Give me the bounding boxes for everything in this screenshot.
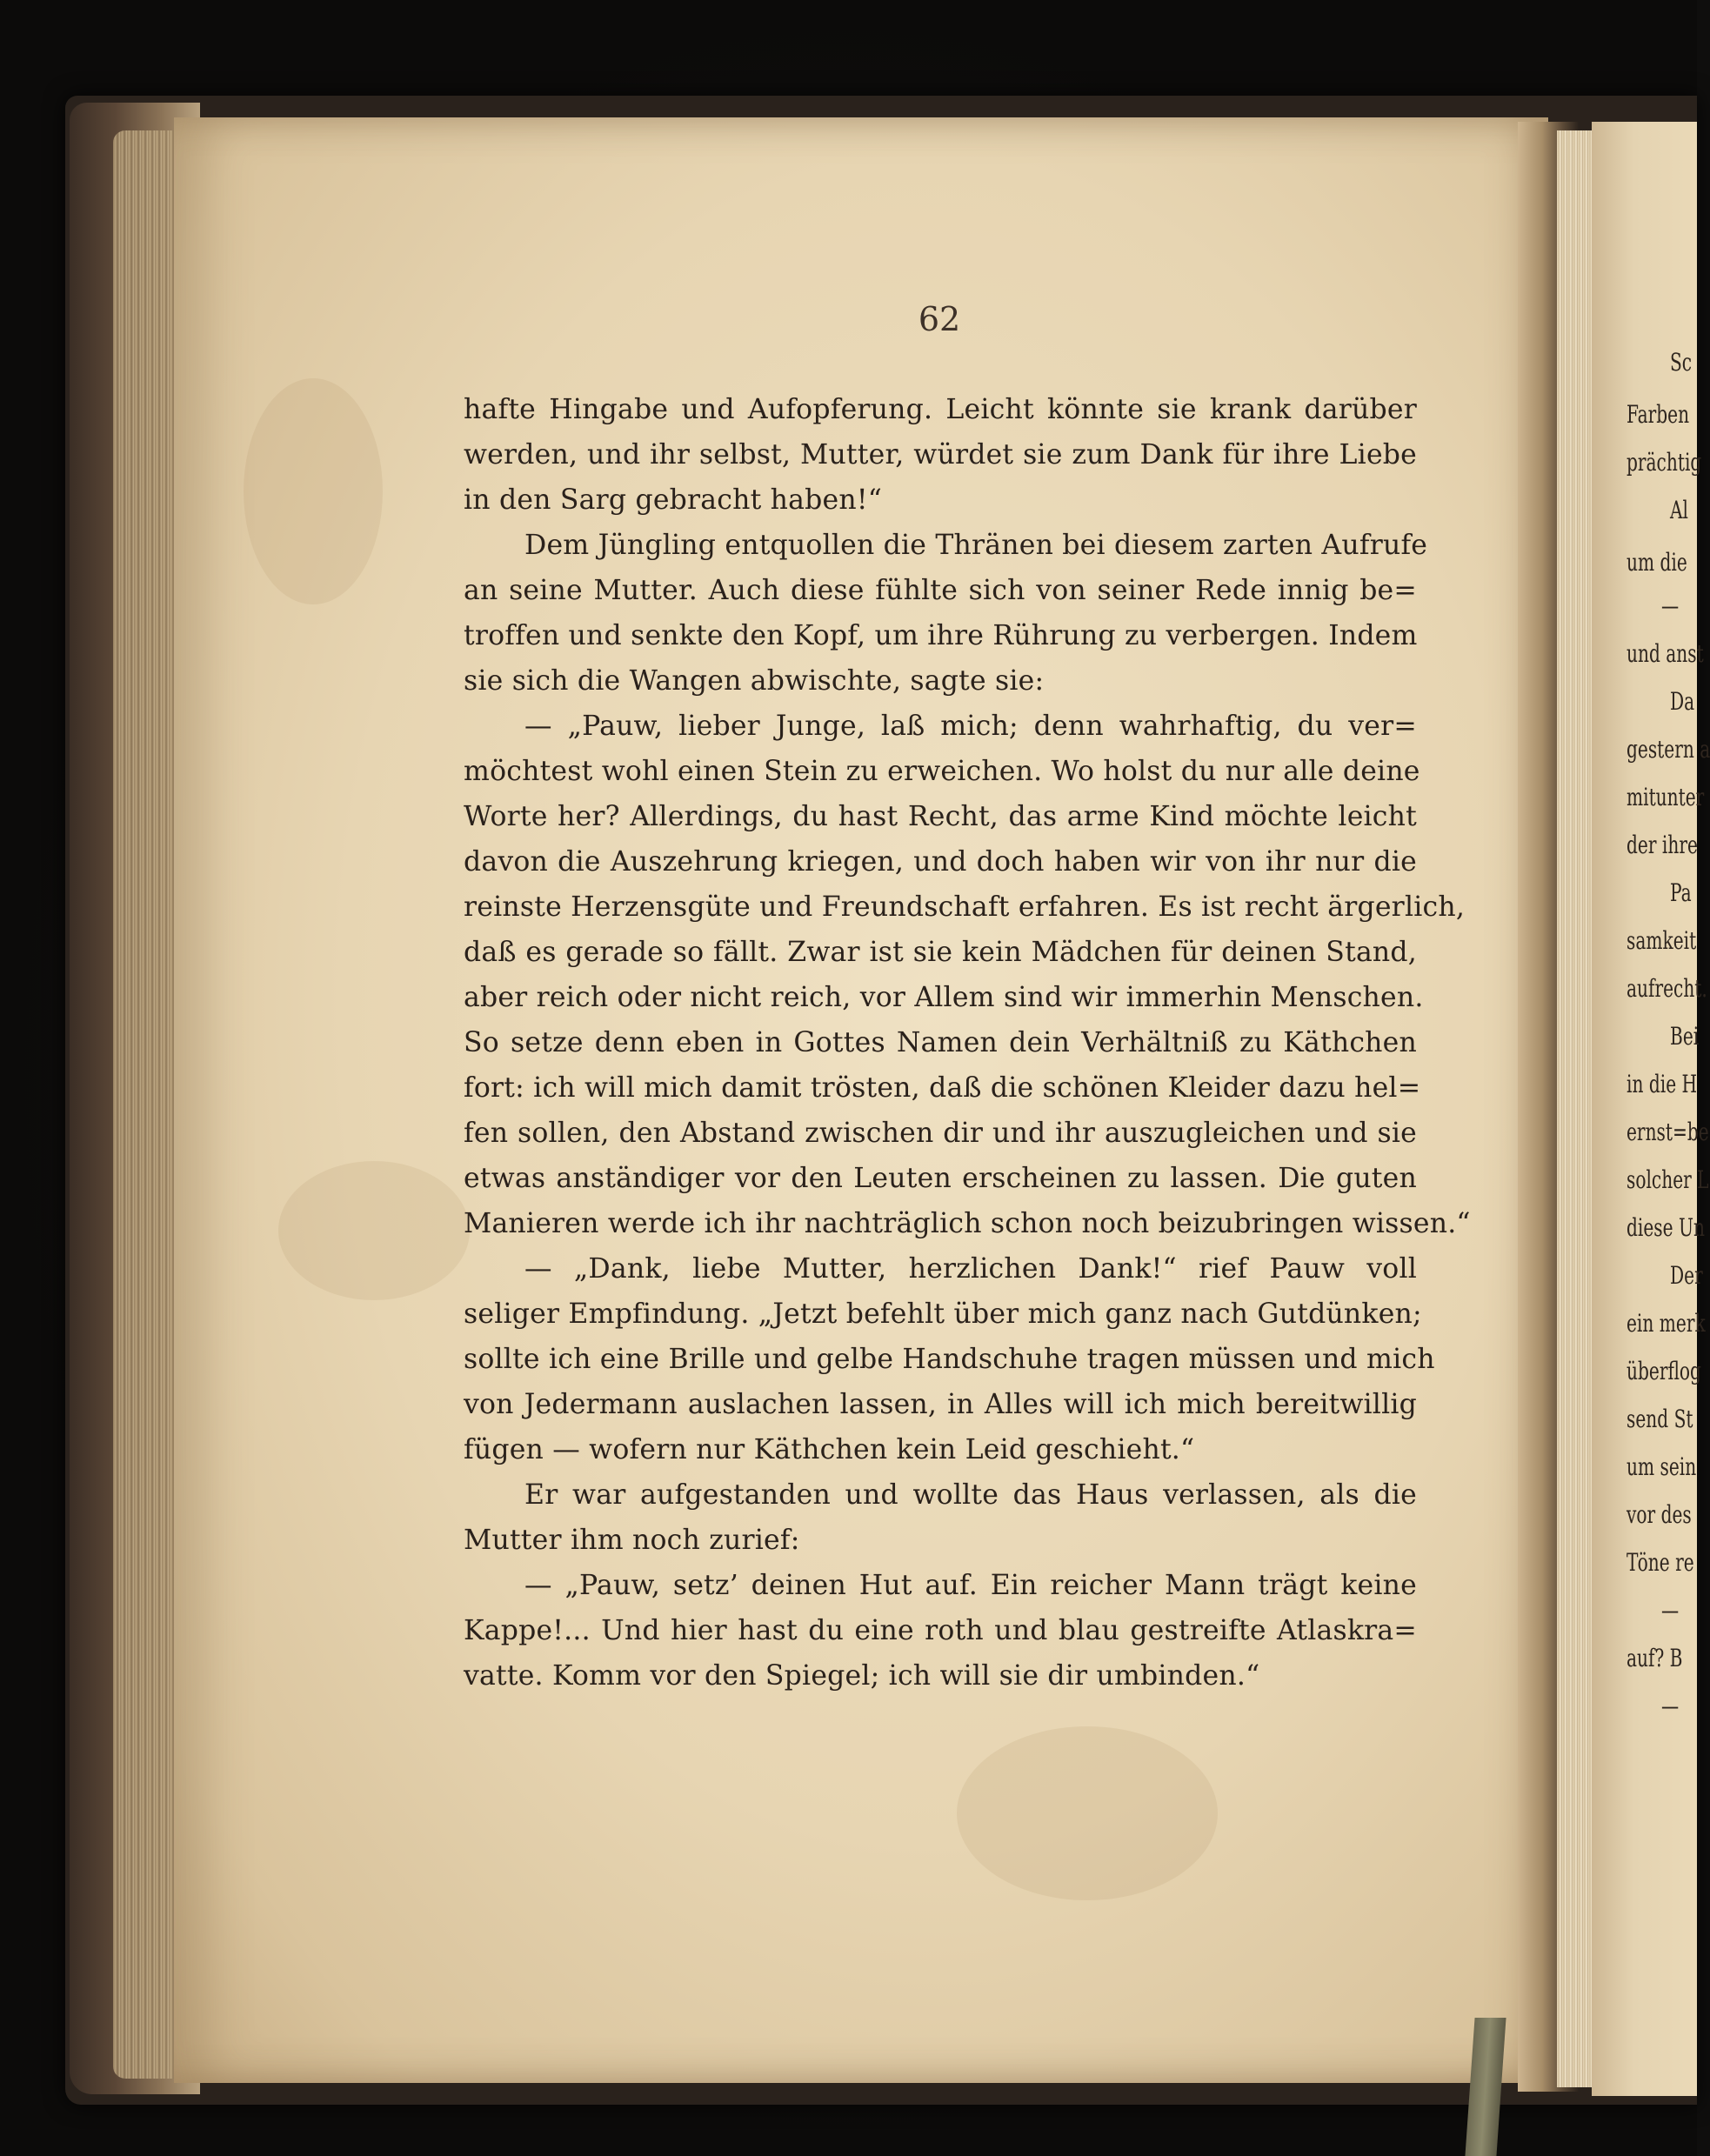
text-line: daß es gerade so fällt. Zwar ist sie kein Mädchen für deinen Stand,	[464, 937, 1417, 968]
right-page-fragment: —	[1661, 1692, 1680, 1720]
right-page-fragment: diese Un	[1627, 1213, 1705, 1242]
right-page-fragment: um die	[1627, 548, 1687, 577]
text-line: seliger Empfindung. „Jetzt befehlt über mich ganz nach Gutdünken;	[464, 1298, 1422, 1330]
text-line: troffen und senkte den Kopf, um ihre Rührung zu verbergen. Indem	[464, 620, 1418, 651]
text-line: aber reich oder nicht reich, vor Allem sind wir immerhin Menschen.	[464, 982, 1424, 1013]
paper-stain	[278, 1161, 470, 1300]
right-page-fragment: ein merk	[1627, 1309, 1706, 1338]
text-line: Worte her? Allerdings, du hast Recht, das arme Kind möchte leicht	[464, 801, 1417, 832]
text-line: von Jedermann auslachen lassen, in Alles will ich mich bereitwillig	[464, 1389, 1417, 1420]
right-page-fragment: prächtig	[1627, 448, 1702, 477]
text-line: Kappe!... Und hier hast du eine roth und blau gestreifte Atlaskra=	[464, 1615, 1417, 1646]
right-page-fragment: um sein	[1627, 1452, 1697, 1481]
text-line: Mutter ihm noch zurief:	[464, 1525, 800, 1556]
text-line: reinste Herzensgüte und Freundschaft erfahren. Es ist recht ärgerlich,	[464, 891, 1466, 923]
right-page-edges	[1557, 130, 1596, 2087]
page-body-text	[464, 387, 1471, 1699]
text-line: — „Pauw, setz’ deinen Hut auf. Ein reicher Mann trägt keine	[524, 1570, 1417, 1601]
paper-stain	[957, 1726, 1218, 1900]
text-line: Er war aufgestanden und wollte das Haus verlassen, als die	[524, 1479, 1417, 1511]
right-page-fragment: in die H	[1627, 1070, 1698, 1098]
right-page-fragment: Al	[1670, 496, 1689, 524]
right-page-fragment: send St	[1627, 1405, 1693, 1433]
right-page-fragment: Bei	[1670, 1022, 1700, 1051]
right-page-fragment: mitunter	[1627, 783, 1705, 811]
text-line: So setze denn eben in Gottes Namen dein Verhältniß zu Käthchen	[464, 1027, 1417, 1058]
right-page-fragment: überflog	[1627, 1357, 1701, 1385]
text-line: in den Sarg gebracht haben!“	[464, 484, 883, 516]
text-line: — „Pauw, lieber Junge, laß mich; denn wahrhaftig, du ver=	[524, 711, 1417, 742]
text-line: — „Dank, liebe Mutter, herzlichen Dank!“ rief Pauw voll	[524, 1253, 1417, 1285]
text-line: Manieren werde ich ihr nachträglich schon noch beizubringen wissen.“	[464, 1208, 1471, 1239]
right-page-fragment: Töne re	[1627, 1548, 1694, 1577]
right-page-fragment: und anst	[1627, 639, 1704, 668]
right-page-fragment: solcher L	[1627, 1165, 1709, 1194]
right-page-fragment: Der	[1670, 1261, 1703, 1290]
text-line: vatte. Komm vor den Spiegel; ich will sie dir umbinden.“	[464, 1660, 1260, 1692]
right-page-fragment: gestern a	[1627, 735, 1710, 764]
text-line: fügen — wofern nur Käthchen kein Leid geschieht.“	[464, 1434, 1195, 1465]
right-page-fragment: Sc	[1670, 348, 1693, 377]
right-page-fragment: —	[1661, 1596, 1680, 1625]
right-page-fragment: Farben	[1627, 400, 1690, 429]
right-page-fragment: Pa	[1670, 878, 1692, 907]
right-page-fragment: Da	[1670, 687, 1695, 716]
right-page-fragment: ernst=be	[1627, 1118, 1709, 1146]
right-page-fragment: auf? B	[1627, 1644, 1683, 1672]
right-page-fragment: samkeit	[1627, 926, 1697, 955]
text-line: hafte Hingabe und Aufopferung. Leicht könnte sie krank darüber	[464, 394, 1417, 425]
text-line: werden, und ihr selbst, Mutter, würdet sie zum Dank für ihre Liebe	[464, 439, 1417, 471]
right-page-fragment: —	[1661, 591, 1680, 620]
paper-stain	[244, 378, 383, 604]
page-number: 62	[918, 300, 961, 338]
right-page-fragment: der ihre	[1627, 831, 1698, 859]
right-page-fragment: vor des	[1627, 1500, 1692, 1529]
text-line: an seine Mutter. Auch diese fühlte sich von seiner Rede innig be=	[464, 575, 1417, 606]
right-page-fragment: aufrecht.	[1627, 974, 1707, 1003]
text-line: fort: ich will mich damit trösten, daß die schönen Kleider dazu hel=	[464, 1072, 1421, 1104]
text-line: fen sollen, den Abstand zwischen dir und ihr auszugleichen und sie	[464, 1118, 1417, 1149]
text-line: Dem Jüngling entquollen die Thränen bei diesem zarten Aufrufe	[524, 530, 1428, 561]
text-line: möchtest wohl einen Stein zu erweichen. Wo holst du nur alle deine	[464, 756, 1420, 787]
text-line: etwas anständiger vor den Leuten erscheinen zu lassen. Die guten	[464, 1163, 1417, 1194]
text-line: sollte ich eine Brille und gelbe Handschuhe tragen müssen und mich	[464, 1344, 1435, 1375]
text-line: davon die Auszehrung kriegen, und doch haben wir von ihr nur die	[464, 846, 1417, 878]
text-line: sie sich die Wangen abwischte, sagte sie:	[464, 665, 1045, 697]
